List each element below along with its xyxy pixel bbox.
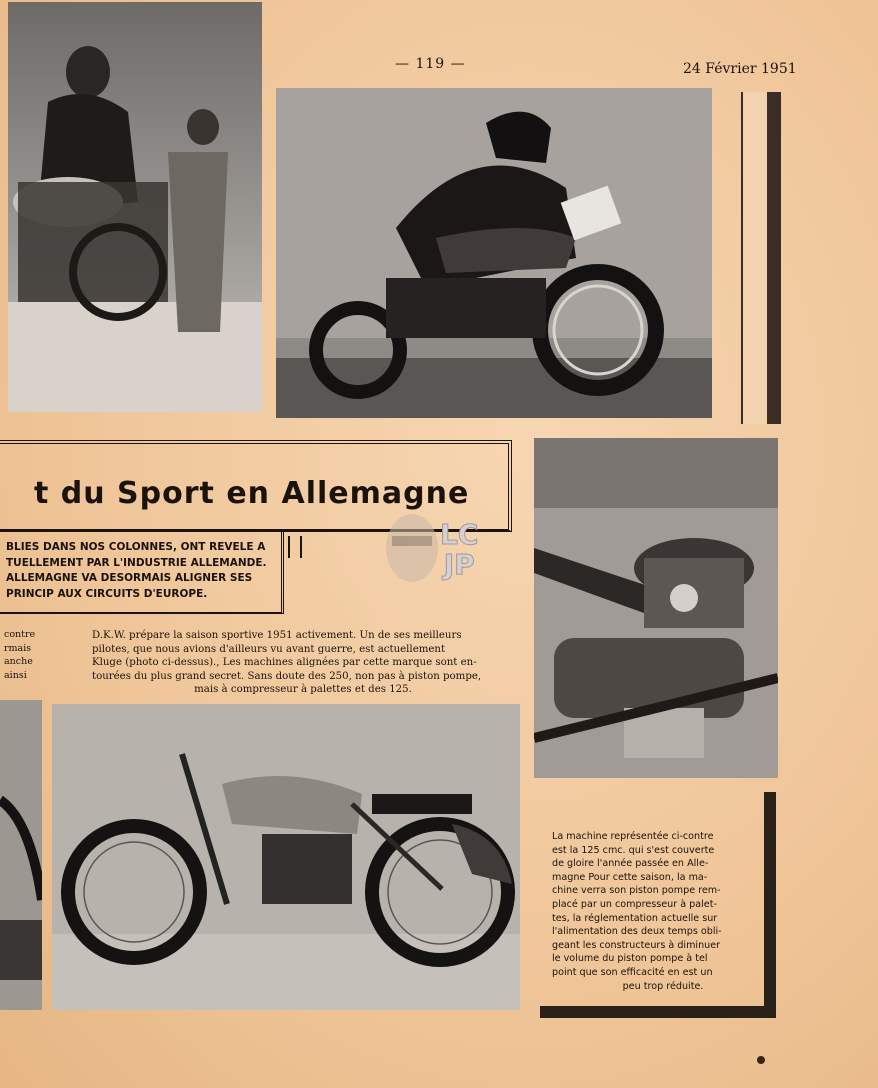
lead-line: PRINCIP AUX CIRCUITS D'EUROPE. (6, 587, 208, 600)
caption-line: l'alimentation des deux temps obli- (552, 926, 722, 938)
watermark-line: JP (443, 548, 475, 581)
decorative-vertical-bar (741, 92, 781, 424)
issue-date: 24 Février 1951 (683, 61, 797, 77)
caption-line: La machine représentée ci-contre (552, 831, 714, 842)
page-number: — 119 — (395, 56, 466, 72)
caption-line: point que son efficacité en est un (552, 966, 713, 978)
left-column-fragments (4, 628, 35, 682)
caption-line: de gloire l'année passée en Alle- (552, 858, 709, 870)
fragment-line: contre (4, 629, 36, 640)
fragment-line: rmais (4, 642, 32, 654)
photo-rider-and-boy (8, 2, 262, 412)
lead-line: ALLEMAGNE VA DESORMAIS ALIGNER SES (6, 572, 253, 584)
body-line: pilotes, que nous avions d'ailleurs vu avant guerre, est actuellement (92, 643, 446, 655)
caption-line: placé par un compresseur à palet- (552, 898, 717, 910)
photo-engine-closeup (534, 438, 778, 778)
fragment-line: ainsi (4, 669, 27, 681)
watermark-line: LC (440, 518, 479, 551)
photo-dkw-125 (52, 704, 520, 1010)
lead-line: TUELLEMENT PAR L'INDUSTRIE ALLEMANDE. (6, 556, 267, 569)
photo-partial-left (0, 700, 42, 1010)
caption-line: est la 125 cmc. qui s'est couverte (552, 844, 715, 856)
watermark-portrait (374, 500, 504, 600)
body-paragraph (92, 629, 514, 697)
body-line: mais à compresseur à palettes et des 125. (194, 684, 412, 695)
caption-line: chine verra son piston pompe rem- (552, 885, 721, 897)
lead-line: BLIES DANS NOS COLONNES, ONT REVELE A (6, 541, 266, 553)
caption-line: geant les constructeurs à diminuer (552, 939, 721, 951)
body-line: tourées du plus grand secret. Sans doute des 250, non pas à piston pompe, (92, 670, 482, 682)
lead-frame-ornament (288, 536, 302, 558)
ink-spot (757, 1056, 765, 1064)
article-title: t du Sport en Allemagne (34, 476, 470, 511)
body-line: Kluge (photo ci-dessus)., Les machines alignées par cette marque sont en- (92, 657, 477, 668)
fragment-line: anche (4, 656, 33, 667)
photo-racing-rider (276, 88, 712, 418)
body-line: D.K.W. prépare la saison sportive 1951 activement. Un de ses meilleurs (92, 630, 462, 641)
caption-line: peu trop réduite. (622, 980, 704, 992)
caption-line: le volume du piston pompe à tel (552, 953, 708, 965)
lead-paragraph (6, 540, 278, 602)
photo-caption (552, 830, 774, 993)
caption-line: magne Pour cette saison, la ma- (552, 871, 708, 883)
caption-line: tes, la réglementation actuelle sur (552, 912, 718, 924)
